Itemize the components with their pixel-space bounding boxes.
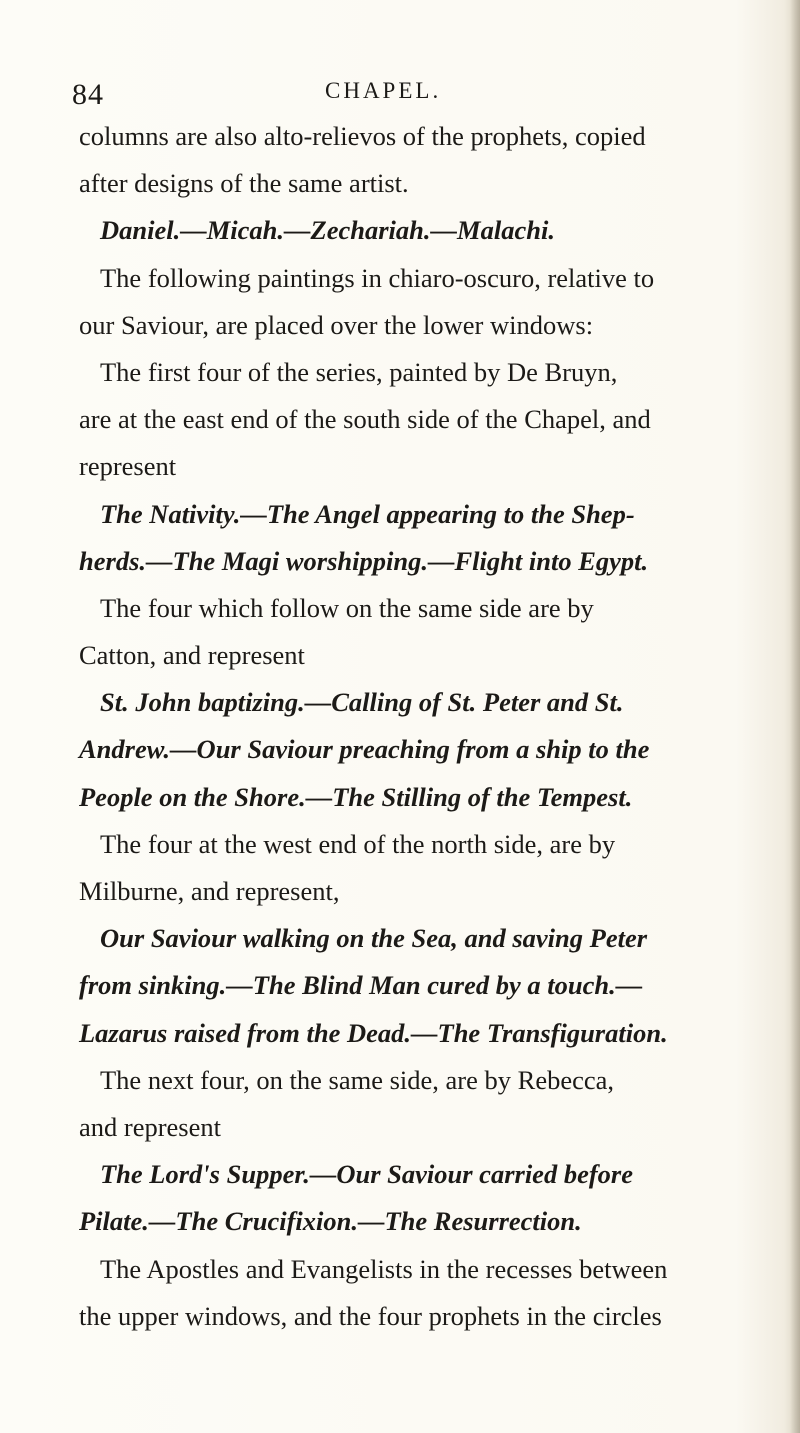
text-line: after designs of the same artist. bbox=[79, 168, 409, 199]
text-line: the upper windows, and the four prophets in the circles bbox=[79, 1300, 662, 1331]
text-line-italic: St. John baptizing.—Calling of St. Peter and St. bbox=[100, 687, 624, 718]
page-number: 84 bbox=[72, 78, 104, 111]
page-header bbox=[0, 74, 800, 114]
text-line-italic: Lazarus raised from the Dead.—The Transfiguration. bbox=[79, 1017, 668, 1048]
text-line: The four which follow on the same side are by bbox=[100, 592, 594, 623]
text-line-italic: People on the Shore.—The Stilling of the Tempest. bbox=[79, 781, 633, 812]
page-edge-shadow bbox=[790, 0, 800, 1433]
text-line-italic: The Nativity.—The Angel appearing to the Shep- bbox=[100, 498, 635, 529]
text-line: our Saviour, are placed over the lower windows: bbox=[79, 309, 594, 340]
text-line: The Apostles and Evangelists in the recesses between bbox=[100, 1253, 668, 1284]
text-line: The four at the west end of the north side, are by bbox=[100, 828, 616, 859]
text-line: columns are also alto-relievos of the prophets, copied bbox=[79, 121, 646, 151]
text-line: The following paintings in chiaro-oscuro, relative to bbox=[100, 262, 655, 293]
text-line: and represent bbox=[79, 1111, 221, 1142]
text-line: The next four, on the same side, are by Rebecca, bbox=[100, 1064, 615, 1095]
text-line-italic: Andrew.—Our Saviour preaching from a ship to the bbox=[79, 734, 650, 765]
text-line: The first four of the series, painted by De Bruyn, bbox=[100, 356, 618, 387]
body-text bbox=[79, 113, 789, 1340]
text-line-italic: Daniel.—Micah.—Zechariah.—Malachi. bbox=[100, 215, 555, 246]
text-line-italic: The Lord's Supper.—Our Saviour carried before bbox=[100, 1159, 633, 1190]
text-line: Catton, and represent bbox=[79, 640, 305, 671]
text-line: represent bbox=[79, 451, 177, 482]
text-line-italic: Our Saviour walking on the Sea, and saving Peter bbox=[100, 923, 648, 954]
text-line-italic: Pilate.—The Crucifixion.—The Resurrection. bbox=[79, 1206, 582, 1237]
text-line-italic: herds.—The Magi worshipping.—Flight into Egypt. bbox=[79, 545, 649, 576]
text-line: are at the east end of the south side of the Chapel, and bbox=[79, 404, 651, 435]
text-line: Milburne, and represent, bbox=[79, 876, 340, 906]
running-head: CHAPEL. bbox=[325, 78, 442, 103]
text-line-italic: from sinking.—The Blind Man cured by a touch.— bbox=[79, 970, 643, 1001]
